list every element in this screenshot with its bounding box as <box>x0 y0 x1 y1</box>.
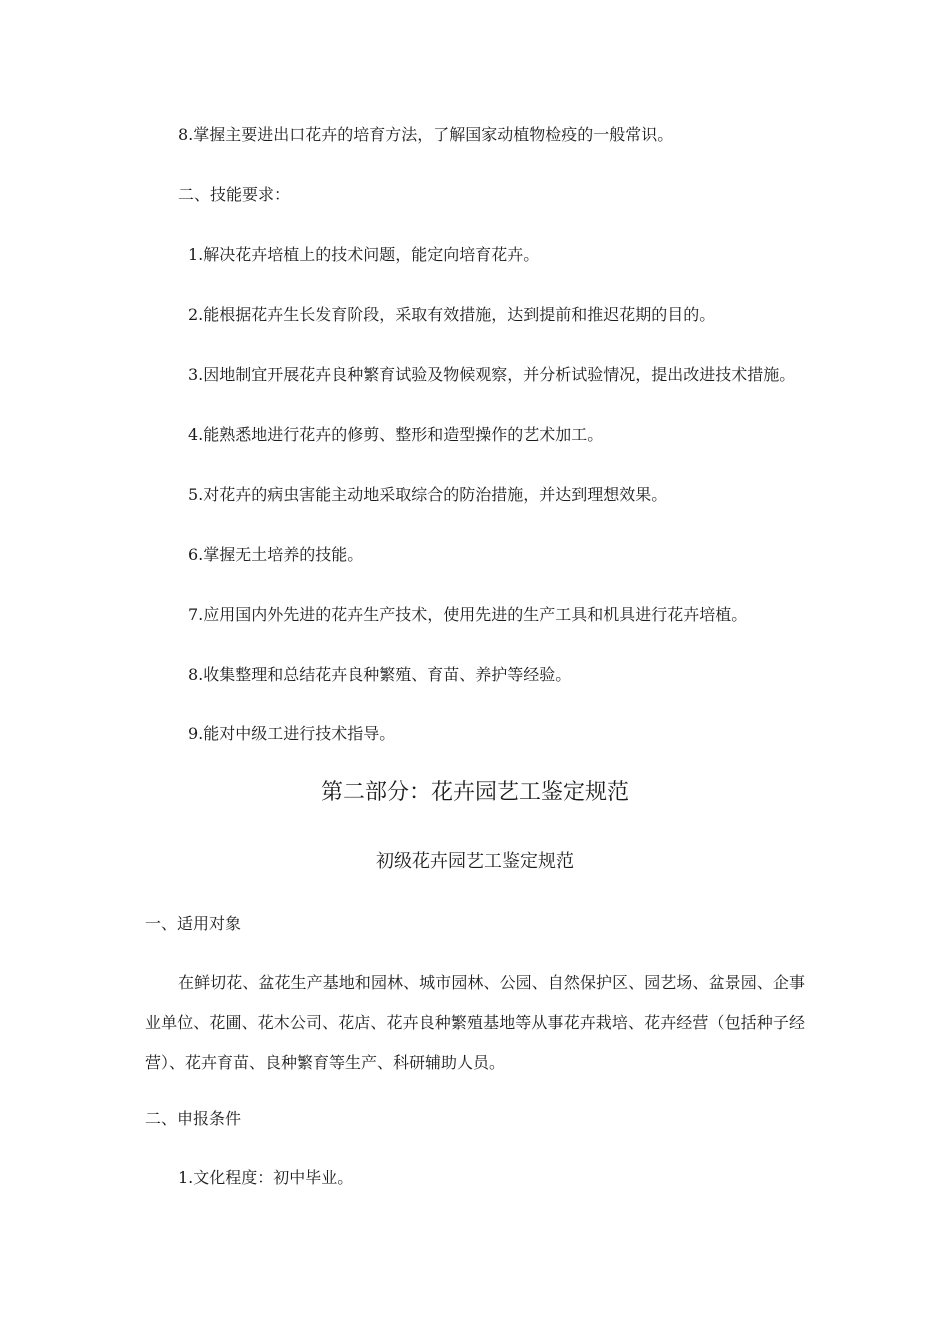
skill-item-3: 3.因地制宜开展花卉良种繁育试验及物候观察，并分析试验情况，提出改进技术措施。 <box>188 365 796 384</box>
skill-item-9: 9.能对中级工进行技术指导。 <box>188 724 396 743</box>
skill-item-8: 8.收集整理和总结花卉良种繁殖、育苗、养护等经验。 <box>188 665 572 684</box>
skill-item-4: 4.能熟悉地进行花卉的修剪、整形和造型操作的艺术加工。 <box>188 425 604 444</box>
skill-item-7: 7.应用国内外先进的花卉生产技术，使用先进的生产工具和机具进行花卉培植。 <box>188 605 748 624</box>
section-heading-requirements: 二、申报条件 <box>145 1109 242 1128</box>
skill-item-1: 1.解决花卉培植上的技术问题，能定向培育花卉。 <box>188 245 540 264</box>
section-heading-applicable: 一、适用对象 <box>145 914 242 933</box>
sub-title: 初级花卉园艺工鉴定规范 <box>376 851 574 872</box>
requirement-item-1: 1.文化程度：初中毕业。 <box>178 1168 354 1187</box>
skill-item-6: 6.掌握无土培养的技能。 <box>188 545 364 564</box>
applicable-paragraph: 在鲜切花、盆花生产基地和园林、城市园林、公园、自然保护区、园艺场、盆景园、企事业单位、花圃、花木公司、花店、花卉良种繁殖基地等从事花卉栽培、花卉经营（包括种子经营）、花卉育苗、良种繁育等生产、科研辅助人员。 <box>145 973 805 1072</box>
part-title: 第二部分：花卉园艺工鉴定规范 <box>320 780 629 805</box>
knowledge-item-8: 8.掌握主要进出口花卉的培育方法，了解国家动植物检疫的一般常识。 <box>178 125 674 144</box>
skill-item-2: 2.能根据花卉生长发育阶段，采取有效措施，达到提前和推迟花期的目的。 <box>188 305 716 324</box>
skill-item-5: 5.对花卉的病虫害能主动地采取综合的防治措施，并达到理想效果。 <box>188 485 668 504</box>
skills-heading: 二、技能要求： <box>178 185 291 204</box>
